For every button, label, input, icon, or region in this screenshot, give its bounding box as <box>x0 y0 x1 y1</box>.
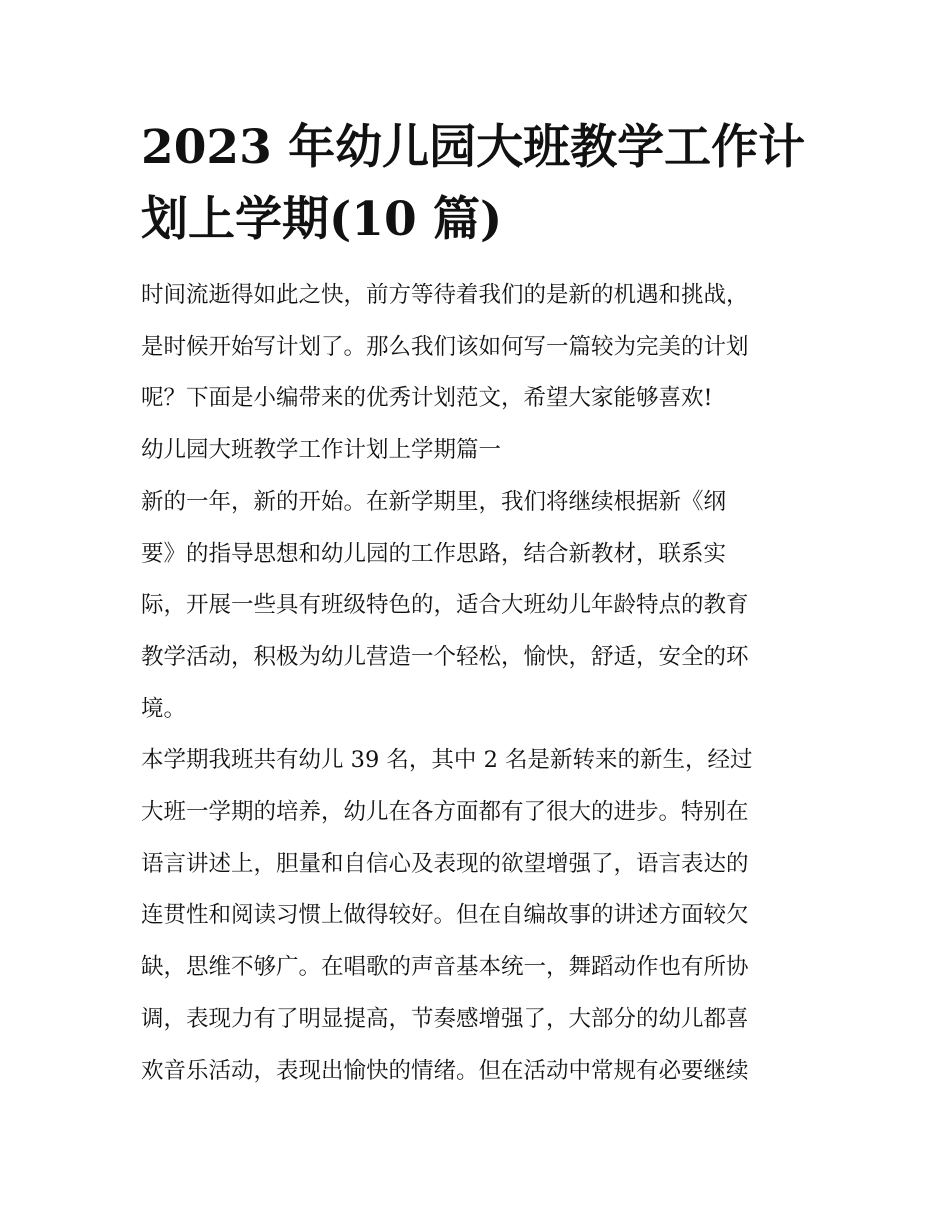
body-line-6: 要》的指导思想和幼儿园的工作思路，结合新教材，联系实 <box>141 540 727 567</box>
body-line-11: 大班一学期的培养，幼儿在各方面都有了很大的进步。特别在 <box>141 799 749 826</box>
body-line-2: 是时候开始写计划了。那么我们该如何写一篇较为完美的计划 <box>141 333 749 360</box>
title-line-1: 2023 年幼儿园大班教学工作计 <box>141 120 806 175</box>
body-line-7: 际，开展一些具有班级特色的，适合大班幼儿年龄特点的教育 <box>141 592 749 619</box>
title-line-2: 划上学期(10 篇) <box>141 192 503 247</box>
body-line-8: 教学活动，积极为幼儿营造一个轻松，愉快，舒适，安全的环 <box>141 643 749 670</box>
body-line-10: 本学期我班共有幼儿 39 名，其中 2 名是新转来的新生，经过 <box>141 747 753 774</box>
body-line-9: 境。 <box>141 695 187 722</box>
body-line-1: 时间流逝得如此之快，前方等待着我们的是新的机遇和挑战， <box>141 282 749 308</box>
document-body <box>141 270 813 1097</box>
body-line-15: 调，表现力有了明显提高，节奏感增强了，大部分的幼儿都喜 <box>141 1005 749 1032</box>
body-line-16: 欢音乐活动，表现出愉快的情绪。但在活动中常规有必要继续 <box>141 1057 749 1084</box>
document-page <box>141 112 813 1097</box>
body-line-14: 缺，思维不够广。在唱歌的声音基本统一，舞蹈动作也有所协 <box>141 954 749 981</box>
document-title <box>141 112 813 256</box>
body-line-12: 语言讲述上，胆量和自信心及表现的欲望增强了，语言表达的 <box>141 850 749 877</box>
body-line-13: 连贯性和阅读习惯上做得较好。但在自编故事的讲述方面较欠 <box>141 902 749 929</box>
body-line-3: 呢？下面是小编带来的优秀计划范文，希望大家能够喜欢! <box>141 385 713 412</box>
section-heading: 幼儿园大班教学工作计划上学期篇一 <box>141 437 502 464</box>
body-line-5: 新的一年，新的开始。在新学期里，我们将继续根据新《纲 <box>141 488 727 515</box>
